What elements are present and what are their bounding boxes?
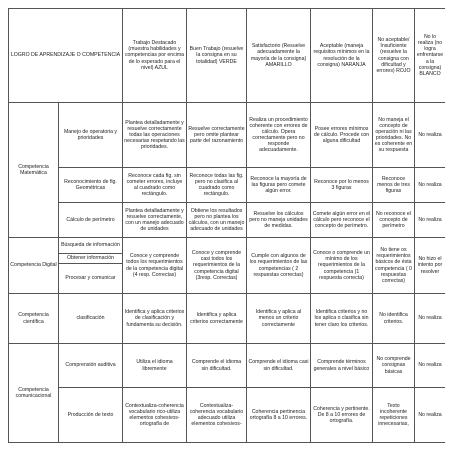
rubric-table xyxy=(8,8,445,443)
cell-white: No realiza xyxy=(415,203,446,238)
cell-orange: Reconoce por lo menos 3 figuras xyxy=(311,168,373,203)
sub-competency: Procesar y comunicar xyxy=(59,264,123,294)
sub-competency: Comprensión auditiva xyxy=(59,344,123,388)
cell-orange: Posee errores mínimos de cálculo. Procede con alguna dificultad xyxy=(311,103,373,168)
cell-red: No identifica criterios. xyxy=(373,294,415,344)
cell-blue: Conoce y comprende todos los requerimientos de la competencia digital (4 resp. Correctas) xyxy=(123,238,187,294)
cell-red: No reconoce el concepto de perímetro xyxy=(373,203,415,238)
header-level-red: No aceptable/ Insuficiente (resuelve la consigna con dificultad y errores) ROJO xyxy=(373,9,415,103)
sub-competency: Obtener información xyxy=(59,254,123,264)
cell-red: Reconoce menos de tres figuras xyxy=(373,168,415,203)
cell-green: Contextualiza-coherencia vocabulario adecuado utiliza elementos cohesivos- xyxy=(187,388,247,443)
cell-yellow: Coherencia pertinencia ortografía 8 a 10 errores. xyxy=(247,388,311,443)
header-level-white: No lo realiza (no logra enfrentarse a la consigna) BLANCO xyxy=(415,9,446,103)
cell-red: No maneja el concepto de operación ni las prioridades. No es coherente en su respuesta xyxy=(373,103,415,168)
sub-competency: Cálculo de perímetro xyxy=(59,203,123,238)
cell-green: Resuelve correctamente pero omite plantear parte del razonamiento xyxy=(187,103,247,168)
cell-white: No realiza xyxy=(415,103,446,168)
cell-blue: Reconoce cada fig. sin cometer errores, incluye al cuadrado como rectángulo. xyxy=(123,168,187,203)
cell-yellow: Identifica y aplica al menos un criterio correctamente xyxy=(247,294,311,344)
cell-green: Reconoce todas las fig. pero no clasifica al cuadrado como rectángulo. xyxy=(187,168,247,203)
cell-yellow: Cumple con algunos de los requerimientos de las competencias ( 2 respuestas correctas) xyxy=(247,238,311,294)
cell-orange: Identifica criterios y no los aplica o clasifica sin tener claro los criterios. xyxy=(311,294,373,344)
cell-green: Comprende el idioma sin dificultad. xyxy=(187,344,247,388)
competency-name: Competencia científica xyxy=(9,294,59,344)
table-row xyxy=(9,388,446,443)
competency-name: Competencia comunicacional xyxy=(9,344,59,443)
sub-competency: Producción de texto xyxy=(59,388,123,443)
cell-red: No tiene os requerimientos básicos de ésta competencia ( 0 respuestas correctas) xyxy=(373,238,415,294)
cell-green: Conoce y comprende casi todos los requerimientos de la competencia digital (3resp. Correctas) xyxy=(187,238,247,294)
rubric-document xyxy=(8,8,445,451)
header-logro: LOGRO DE APRENDIZAJE O COMPETENCIA xyxy=(9,9,123,103)
cell-blue: Plantea detalladamente y resuelve correctamente todas las operaciones necesarias respetando las prioridades. xyxy=(123,103,187,168)
cell-blue: Identifica y aplica criterios de clasificación y fundamenta su decisión. xyxy=(123,294,187,344)
cell-yellow: Comprende el idioma casi sin dificultad. xyxy=(247,344,311,388)
cell-white: No realiza xyxy=(415,344,446,388)
cell-white: No realiza xyxy=(415,294,446,344)
table-row xyxy=(9,344,446,388)
cell-red: No comprende consignas básicas xyxy=(373,344,415,388)
cell-white: No realiza xyxy=(415,168,446,203)
cell-green: Obtiene los resultados pero no plantea los cálculos, con un manejo adecuado de unidades xyxy=(187,203,247,238)
cell-yellow: Realiza un procedimiento coherente con errores de cálculo. Opera correctamente pero no responde adecuadamente. xyxy=(247,103,311,168)
cell-orange: Comete algún error en el cálculo pero reconoce el concepto de perímetro. xyxy=(311,203,373,238)
cell-blue: Contextualiza-coherencia vocabulario rico-utiliza elementos cohesivos- ortografía de xyxy=(123,388,187,443)
table-row xyxy=(9,294,446,344)
cell-orange: Conoce o comprende un mínimo de los requerimientos de la competencia (1 respuesta correcta) xyxy=(311,238,373,294)
cell-yellow: Resuelve los cálculos pero no maneja unidades de medidas. xyxy=(247,203,311,238)
header-level-orange: Aceptable (maneja requisitos mínimos en la resolución de la consigna) NARANJA xyxy=(311,9,373,103)
table-row xyxy=(9,203,446,238)
cell-orange: Comprende términos generales a nivel básico xyxy=(311,344,373,388)
sub-competency: Búsqueda de información xyxy=(59,238,123,254)
cell-white: No realiza xyxy=(415,388,446,443)
sub-competency: clasificación xyxy=(59,294,123,344)
cell-green: Identifica y aplica criterios correctamente xyxy=(187,294,247,344)
cell-orange: Coherencia y pertinente. De 8 a 10 errores de ortografía. xyxy=(311,388,373,443)
header-level-yellow: Satisfactorio (Resuelve adecuadamente la mayoría de la consigna) AMARILLO xyxy=(247,9,311,103)
table-row xyxy=(9,238,446,254)
table-row xyxy=(9,103,446,168)
header-row xyxy=(9,9,446,103)
competency-name: Competencia Digital xyxy=(9,238,59,294)
header-level-green: Buen Trabajo (resuelve la consigna en su totalidad) VERDE xyxy=(187,9,247,103)
table-row xyxy=(9,168,446,203)
competency-name: Competencia Matemática xyxy=(9,103,59,238)
cell-yellow: Reconoce la mayoría de las figuras pero comete algún error. xyxy=(247,168,311,203)
header-level-blue: Trabajo Destacado (muestra habilidades y competencias por encima de lo esperado para el nivel) AZUL xyxy=(123,9,187,103)
cell-white: No hizo el intento por resolver xyxy=(415,238,446,294)
sub-competency: Reconocimiento de fig. Geométricas xyxy=(59,168,123,203)
sub-competency: Manejo de operatoria y prioridades xyxy=(59,103,123,168)
cell-red: Texto incoherente repeticiones innecesarias, xyxy=(373,388,415,443)
cell-blue: Utiliza el idioma libremente xyxy=(123,344,187,388)
cell-blue: Plantea detalladamente y resuelve correctamente, con un manejo adecuado de unidades xyxy=(123,203,187,238)
